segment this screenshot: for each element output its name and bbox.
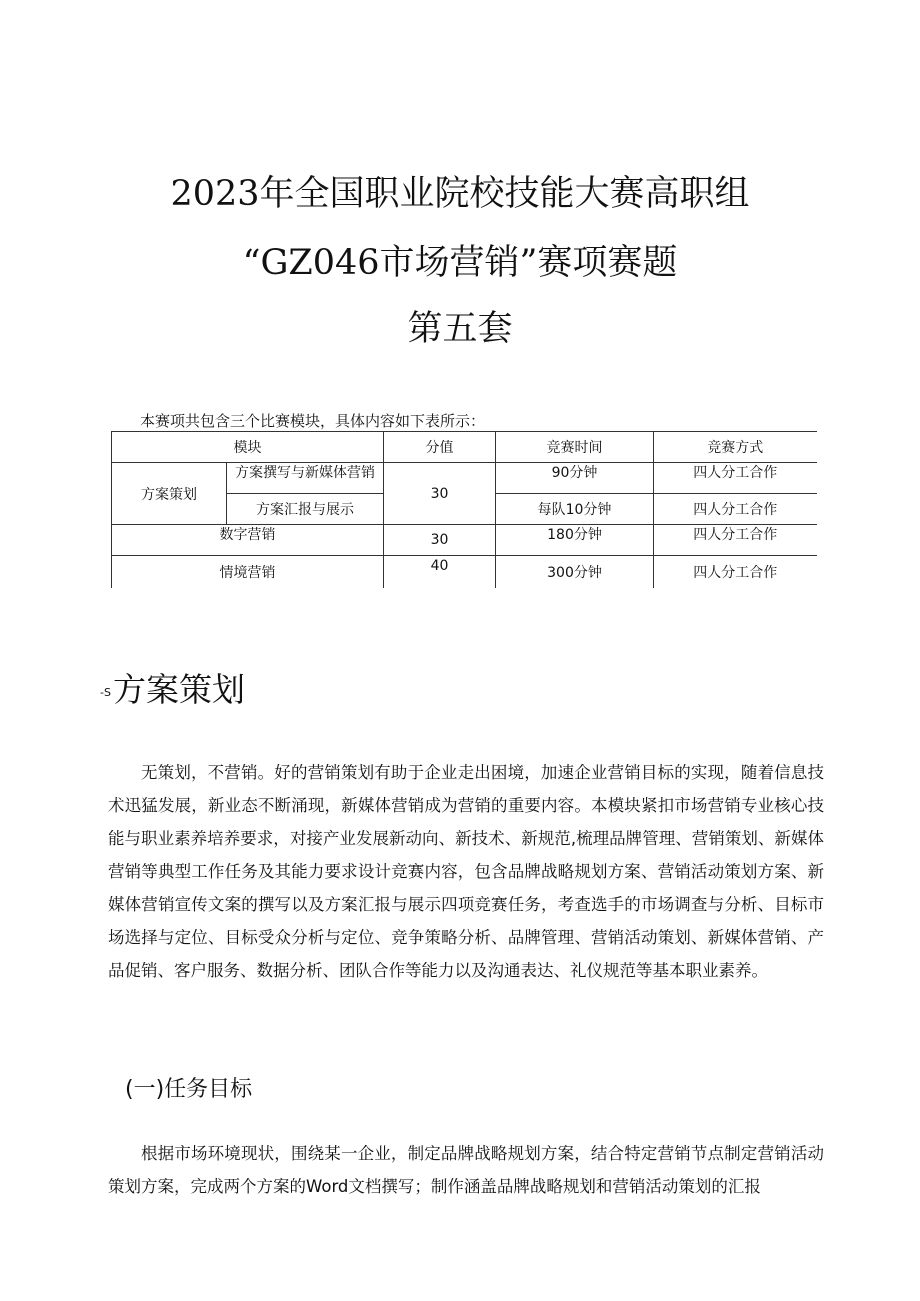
section-heading-text: 方案策划 — [112, 670, 245, 709]
document-title-line2: “GZ046市场营销”赛项赛题 — [242, 243, 678, 283]
submodule-cell — [227, 463, 384, 494]
document-title-line3: 第五套 — [407, 309, 513, 349]
module-name-cell: 情境营销 — [112, 556, 384, 589]
table-intro: 本赛项共包含三个比赛模块，具体内容如下表所示： — [140, 412, 486, 430]
header-module: 模块 — [112, 432, 384, 463]
submodule-label: 方案撰写与新媒体营销 — [235, 465, 375, 481]
time-label: 90分钟 — [551, 465, 598, 481]
section-heading — [100, 664, 245, 711]
section-marker: -S — [100, 685, 111, 699]
section-paragraph: 无策划，不营销。好的营销策划有助于企业走出困境，加速企业营销目标的实现，随着信息技术迅猛发展，新业态不断涌现，新媒体营销成为营销的重要内容。本模块紧扣市场营销专业核心技能与职业素养培养要求，对接产业发展新动向、新技术、新规范,梳理品牌管理、营销策划、新媒体营销等典型工作任务及其能力要求设计竞赛内容，包含品牌战略规划方案、营销活动策划方案、新媒体营销宣传文案的撰写以及方案汇报与展示四项竞赛任务，考查选手的市场调查与分析、目标市场选择与定位、目标受众分析与定位、竞争策略分析、品牌管理、营销活动策划、新媒体营销、产品促销、客户服务、数据分析、团队合作等能力以及沟通表达、礼仪规范等基本职业素养。 — [108, 763, 824, 980]
header-score: 分值 — [384, 432, 496, 463]
module-table — [111, 431, 817, 588]
time-cell: 每队10分钟 — [496, 494, 654, 525]
table-header-row — [112, 432, 817, 463]
time-cell: 300分钟 — [496, 556, 654, 589]
method-cell — [654, 525, 817, 556]
header-method: 竞赛方式 — [654, 432, 817, 463]
method-cell: 四人分工合作 — [654, 494, 817, 525]
method-label: 四人分工合作 — [693, 527, 778, 543]
score-cell: 30 — [384, 463, 496, 525]
time-cell — [496, 463, 654, 494]
time-label: 180分钟 — [547, 527, 602, 543]
score-label: 40 — [430, 558, 449, 574]
module-label: 数字营销 — [219, 527, 276, 543]
module-name-cell: 方案策划 — [112, 463, 227, 525]
score-cell — [384, 556, 496, 589]
table-row — [112, 525, 817, 556]
document-title-line1: 2023年全国职业院校技能大赛高职组 — [170, 174, 750, 214]
method-cell: 四人分工合作 — [654, 556, 817, 589]
method-cell — [654, 463, 817, 494]
module-name-cell — [112, 525, 384, 556]
method-label: 四人分工合作 — [693, 465, 778, 481]
table-row — [112, 463, 817, 494]
time-cell — [496, 525, 654, 556]
subsection-heading: (一)任务目标 — [125, 1077, 253, 1102]
header-time: 竞赛时间 — [496, 432, 654, 463]
subsection-paragraph: 根据市场环境现状，围绕某一企业，制定品牌战略规划方案，结合特定营销节点制定营销活动策划方案，完成两个方案的Word文档撰写；制作涵盖品牌战略规划和营销活动策划的汇报 — [108, 1144, 824, 1196]
score-cell: 30 — [384, 525, 496, 556]
submodule-cell: 方案汇报与展示 — [227, 494, 384, 525]
table-row — [112, 556, 817, 589]
